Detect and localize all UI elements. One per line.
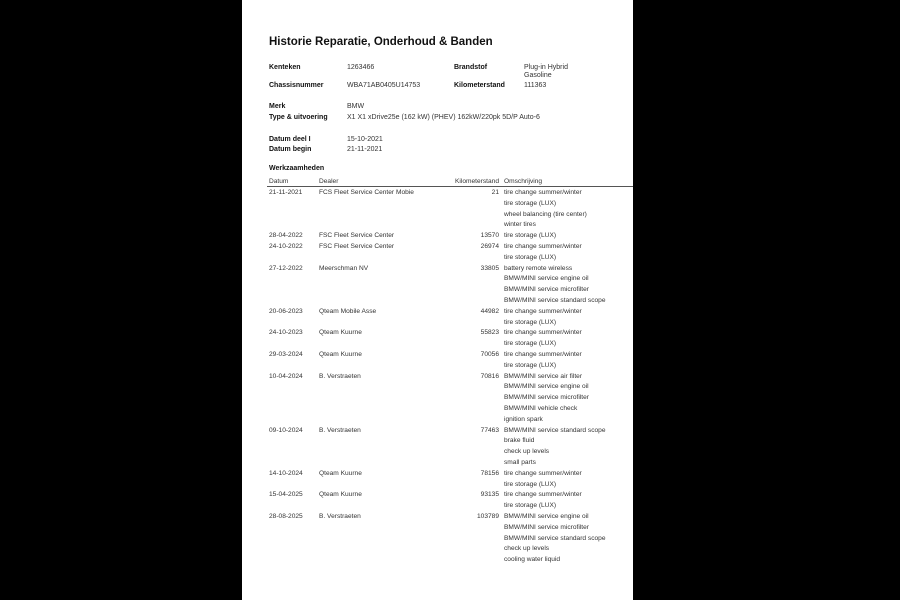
job-dealer: Qteam Kuurne bbox=[319, 491, 362, 499]
table-row-continuation bbox=[242, 383, 633, 394]
job-kilometerstand: 55823 bbox=[480, 329, 499, 337]
job-description: wheel balancing (tire center) bbox=[504, 210, 587, 218]
table-row-continuation bbox=[242, 535, 633, 546]
table-row bbox=[242, 491, 633, 502]
job-description: tire storage (LUX) bbox=[504, 199, 557, 207]
kilometerstand-label: Kilometerstand bbox=[454, 82, 505, 89]
table-row-continuation bbox=[242, 275, 633, 286]
table-row-continuation bbox=[242, 340, 633, 351]
job-dealer: Meerschman NV bbox=[319, 264, 369, 272]
table-row-continuation bbox=[242, 524, 633, 535]
table-row-continuation bbox=[242, 502, 633, 513]
job-date: 24-10-2022 bbox=[269, 242, 303, 250]
job-description: tire storage (LUX) bbox=[504, 480, 557, 488]
job-description: tire change summer/winter bbox=[504, 329, 582, 337]
merk-label: Merk bbox=[269, 103, 286, 110]
job-description: tire storage (LUX) bbox=[504, 361, 557, 369]
job-description: ignition spark bbox=[504, 415, 543, 423]
datum-begin-label: Datum begin bbox=[269, 146, 312, 153]
job-dealer: Qteam Kuurne bbox=[319, 350, 362, 358]
table-row bbox=[242, 351, 633, 362]
job-kilometerstand: 77463 bbox=[480, 426, 499, 434]
job-kilometerstand: 70816 bbox=[480, 372, 499, 380]
datum-deel-value: 15-10-2021 bbox=[347, 136, 383, 143]
table-row bbox=[242, 373, 633, 384]
table-row-continuation bbox=[242, 416, 633, 427]
column-header-dealer: Dealer bbox=[319, 178, 339, 185]
merk-value: BMW bbox=[347, 103, 365, 110]
table-row-continuation bbox=[242, 437, 633, 448]
table-row bbox=[242, 243, 633, 254]
job-kilometerstand: 21 bbox=[491, 189, 499, 196]
job-kilometerstand: 93135 bbox=[480, 491, 499, 499]
job-dealer: Qteam Kuurne bbox=[319, 329, 362, 337]
brandstof-value-line1: Plug-in Hybrid bbox=[524, 64, 568, 71]
job-description: BMW/MINI service standard scope bbox=[504, 534, 606, 542]
job-description: BMW/MINI service microfilter bbox=[504, 286, 589, 294]
table-row-continuation bbox=[242, 211, 633, 222]
job-description: brake fluid bbox=[504, 437, 535, 445]
column-header-kilometerstand: Kilometerstand bbox=[455, 178, 499, 185]
page-title: Historie Reparatie, Onderhoud & Banden bbox=[269, 36, 493, 48]
job-dealer: Qteam Kuurne bbox=[319, 469, 362, 477]
job-kilometerstand: 26974 bbox=[480, 242, 499, 250]
type-label: Type & uitvoering bbox=[269, 114, 328, 121]
table-row-continuation bbox=[242, 481, 633, 492]
column-header-omschrijving: Omschrijving bbox=[504, 178, 543, 185]
kenteken-value: 1263466 bbox=[347, 64, 375, 71]
table-row-continuation bbox=[242, 405, 633, 416]
kenteken-label: Kenteken bbox=[269, 64, 301, 71]
table-row-continuation bbox=[242, 221, 633, 232]
table-row-continuation bbox=[242, 319, 633, 330]
table-row bbox=[242, 470, 633, 481]
job-kilometerstand: 33805 bbox=[480, 264, 499, 272]
job-description: BMW/MINI service air filter bbox=[504, 372, 583, 380]
job-description: BMW/MINI service microfilter bbox=[504, 394, 589, 402]
table-row-continuation bbox=[242, 362, 633, 373]
table-row-continuation bbox=[242, 297, 633, 308]
job-description: tire change summer/winter bbox=[504, 491, 582, 499]
job-kilometerstand: 13570 bbox=[480, 232, 499, 240]
table-row-continuation bbox=[242, 200, 633, 211]
table-row bbox=[242, 427, 633, 438]
job-description: BMW/MINI service engine oil bbox=[504, 512, 589, 520]
job-kilometerstand: 70056 bbox=[480, 350, 499, 358]
job-description: cooling water liquid bbox=[504, 556, 561, 564]
table-row bbox=[242, 329, 633, 340]
job-description: tire storage (LUX) bbox=[504, 340, 557, 348]
job-kilometerstand: 103789 bbox=[476, 512, 499, 520]
section-title: Werkzaamheden bbox=[269, 165, 325, 172]
table-row-continuation bbox=[242, 556, 633, 567]
job-date: 21-11-2021 bbox=[269, 189, 303, 196]
job-date: 24-10-2023 bbox=[269, 329, 303, 337]
job-description: tire change summer/winter bbox=[504, 469, 582, 477]
job-date: 20-06-2023 bbox=[269, 307, 303, 315]
job-date: 28-04-2022 bbox=[269, 232, 303, 240]
job-date: 14-10-2024 bbox=[269, 469, 303, 477]
job-date: 15-04-2025 bbox=[269, 491, 303, 499]
job-date: 28-08-2025 bbox=[269, 512, 303, 520]
job-date: 09-10-2024 bbox=[269, 426, 303, 434]
table-row bbox=[242, 189, 633, 200]
type-value: X1 X1 xDrive25e (162 kW) (PHEV) 162kW/220pk 5D/P Auto-6 bbox=[347, 114, 540, 121]
column-header-datum: Datum bbox=[269, 178, 289, 185]
job-dealer: FCS Fleet Service Center Mobie bbox=[319, 189, 414, 196]
table-row-continuation bbox=[242, 459, 633, 470]
table-row bbox=[242, 265, 633, 276]
job-description: check up levels bbox=[504, 448, 550, 456]
job-dealer: B. Verstraeten bbox=[319, 372, 361, 380]
chassis-label: Chassisnummer bbox=[269, 82, 324, 89]
job-dealer: Qteam Mobile Asse bbox=[319, 307, 377, 315]
datum-deel-label: Datum deel I bbox=[269, 136, 311, 143]
table-row-continuation bbox=[242, 394, 633, 405]
job-description: battery remote wireless bbox=[504, 264, 573, 272]
job-description: tire change summer/winter bbox=[504, 350, 582, 358]
job-description: tire storage (LUX) bbox=[504, 502, 557, 510]
job-dealer: B. Verstraeten bbox=[319, 426, 361, 434]
header-divider bbox=[267, 186, 633, 187]
table-row bbox=[242, 308, 633, 319]
job-date: 10-04-2024 bbox=[269, 372, 303, 380]
table-row-continuation bbox=[242, 286, 633, 297]
table-row bbox=[242, 232, 633, 243]
jobs-table bbox=[242, 189, 633, 567]
job-description: check up levels bbox=[504, 545, 550, 553]
job-dealer: FSC Fleet Service Center bbox=[319, 242, 395, 250]
table-row-continuation bbox=[242, 448, 633, 459]
job-description: small parts bbox=[504, 458, 536, 466]
job-description: BMW/MINI service standard scope bbox=[504, 296, 606, 304]
job-kilometerstand: 44982 bbox=[480, 307, 499, 315]
job-dealer: FSC Fleet Service Center bbox=[319, 232, 395, 240]
job-description: tire storage (LUX) bbox=[504, 318, 557, 326]
document-page bbox=[242, 0, 633, 600]
table-row-continuation bbox=[242, 545, 633, 556]
job-description: tire storage (LUX) bbox=[504, 232, 557, 240]
job-description: winter tires bbox=[504, 221, 536, 229]
job-kilometerstand: 78156 bbox=[480, 469, 499, 477]
chassis-value: WBA71AB0405U14753 bbox=[347, 82, 421, 89]
job-date: 29-03-2024 bbox=[269, 350, 303, 358]
job-dealer: B. Verstraeten bbox=[319, 512, 361, 520]
brandstof-value-line2: Gasoline bbox=[524, 72, 552, 79]
job-description: tire change summer/winter bbox=[504, 307, 582, 315]
job-description: tire change summer/winter bbox=[504, 189, 582, 196]
kilometerstand-value: 111363 bbox=[524, 82, 547, 89]
job-date: 27-12-2022 bbox=[269, 264, 303, 272]
datum-begin-value: 21-11-2021 bbox=[347, 146, 383, 153]
job-description: BMW/MINI vehicle check bbox=[504, 404, 578, 412]
job-description: BMW/MINI service standard scope bbox=[504, 426, 606, 434]
job-description: tire storage (LUX) bbox=[504, 253, 557, 261]
table-row-continuation bbox=[242, 254, 633, 265]
job-description: BMW/MINI service engine oil bbox=[504, 275, 589, 283]
table-row bbox=[242, 513, 633, 524]
job-description: BMW/MINI service microfilter bbox=[504, 523, 589, 531]
job-description: BMW/MINI service engine oil bbox=[504, 383, 589, 391]
brandstof-label: Brandstof bbox=[454, 64, 488, 71]
job-description: tire change summer/winter bbox=[504, 242, 582, 250]
